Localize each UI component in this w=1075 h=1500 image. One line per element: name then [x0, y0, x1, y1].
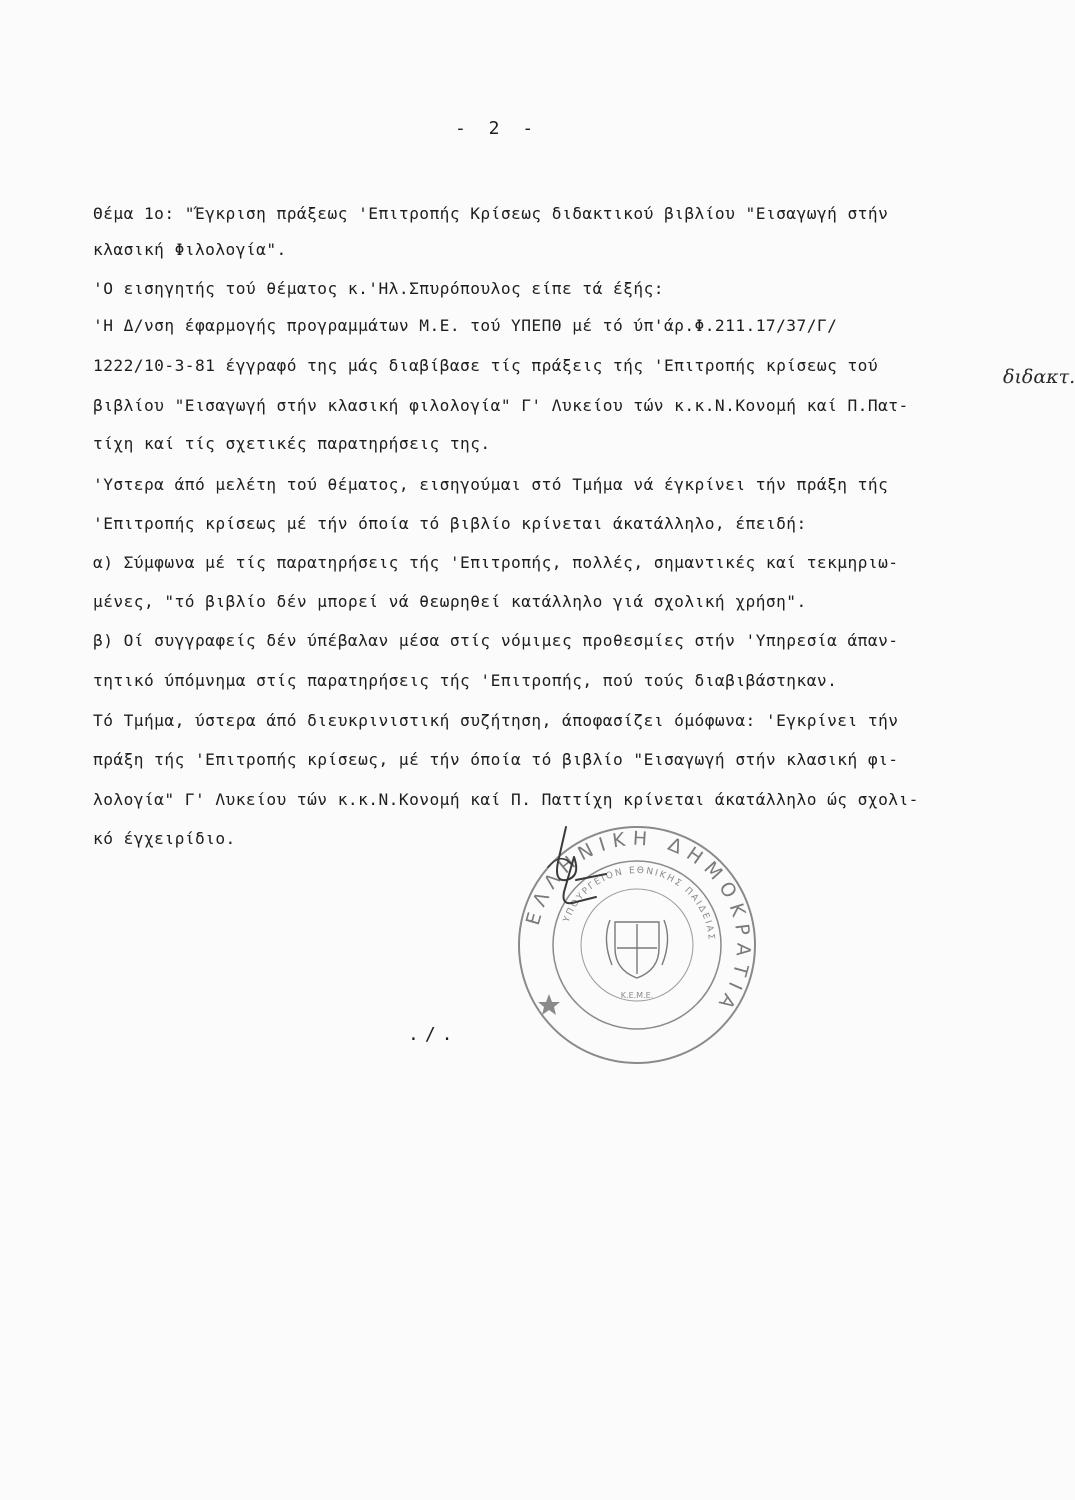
text-line: 'Επιτροπής κρίσεως μέ τήν όποία τό βιβλίο κρίνεται άκατάλληλο, έπειδή: [93, 514, 807, 533]
text-line: λολογία" Γ' Λυκείου τών κ.κ.Ν.Κονομή καί Π. Παττίχη κρίνεται άκατάλληλο ώς σχολι- [93, 790, 919, 809]
stamp-bottom-text: Κ.Ε.Μ.Ε. [620, 991, 654, 1000]
handwritten-note: διδακτ. [1003, 366, 1075, 388]
coat-of-arms-icon [606, 920, 667, 978]
text-line: τητικό ύπόμνημα στίς παρατηρήσεις τής 'Επιτροπής, πού τούς διαβιβάστηκαν. [93, 671, 838, 690]
text-line: 1222/10-3-81 έγγραφό της μάς διαβίβασε τίς πράξεις τής 'Επιτροπής κρίσεως τού [93, 356, 879, 375]
text-line: β) Οί συγγραφείς δέν ύπέβαλαν μέσα στίς νόμιμες προθεσμίες στήν 'Υπηρεσία άπαν- [93, 631, 899, 650]
signature-icon [536, 822, 616, 922]
text-line: κό έγχειρίδιο. [93, 829, 236, 848]
text-line: Θέμα 1ο: "Έγκριση πράξεως 'Επιτροπής Κρίσεως διδακτικού βιβλίου "Εισαγωγή στήν [93, 204, 889, 223]
stamp-outer-text: ΕΛΛΗΝΙΚΗ ΔΗΜΟΚΡΑΤΙΑ [521, 827, 755, 1019]
continuation-mark: ./. [408, 1024, 459, 1045]
text-line: πράξη τής 'Επιτροπής κρίσεως, μέ τήν όποία τό βιβλίο "Εισαγωγή στήν κλασική φι- [93, 750, 899, 769]
text-line: βιβλίου "Εισαγωγή στήν κλασική φιλολογία" Γ' Λυκείου τών κ.κ.Ν.Κονομή καί Π.Πατ- [93, 396, 909, 415]
text-line: μένες, "τό βιβλίο δέν μπορεί νά θεωρηθεί κατάλληλο γιά σχολική χρήση". [93, 592, 807, 611]
text-line: 'Η Δ/νση έφαρμογής προγραμμάτων Μ.Ε. τού ΥΠΕΠΘ μέ τό ύπ'άρ.Φ.211.17/37/Γ/ [93, 316, 838, 335]
text-line: 'Ο εισηγητής τού θέματος κ.'Ηλ.Σπυρόπουλος είπε τά έξής: [93, 279, 664, 298]
text-line: 'Υστερα άπό μελέτη τού θέματος, εισηγούμαι στό Τμήμα νά έγκρίνει τήν πράξη τής [93, 475, 889, 494]
star-icon [538, 994, 560, 1015]
text-line: τίχη καί τίς σχετικές παρατηρήσεις της. [93, 434, 491, 453]
stamp-inner-text: ΥΠΟΥΡΓΕΙΟΝ ΕΘΝΙΚΗΣ ΠΑΙΔΕΙΑΣ [561, 865, 716, 942]
text-line: κλασική Φιλολογία". [93, 240, 287, 259]
page-number: - 2 - [455, 118, 540, 139]
text-line: α) Σύμφωνα μέ τίς παρατηρήσεις τής 'Επιτροπής, πολλές, σημαντικές καί τεκμηριω- [93, 553, 899, 572]
text-line: Τό Τμήμα, ύστερα άπό διευκρινιστική συζήτηση, άποφασίζει όμόφωνα: 'Εγκρίνει τήν [93, 711, 899, 730]
